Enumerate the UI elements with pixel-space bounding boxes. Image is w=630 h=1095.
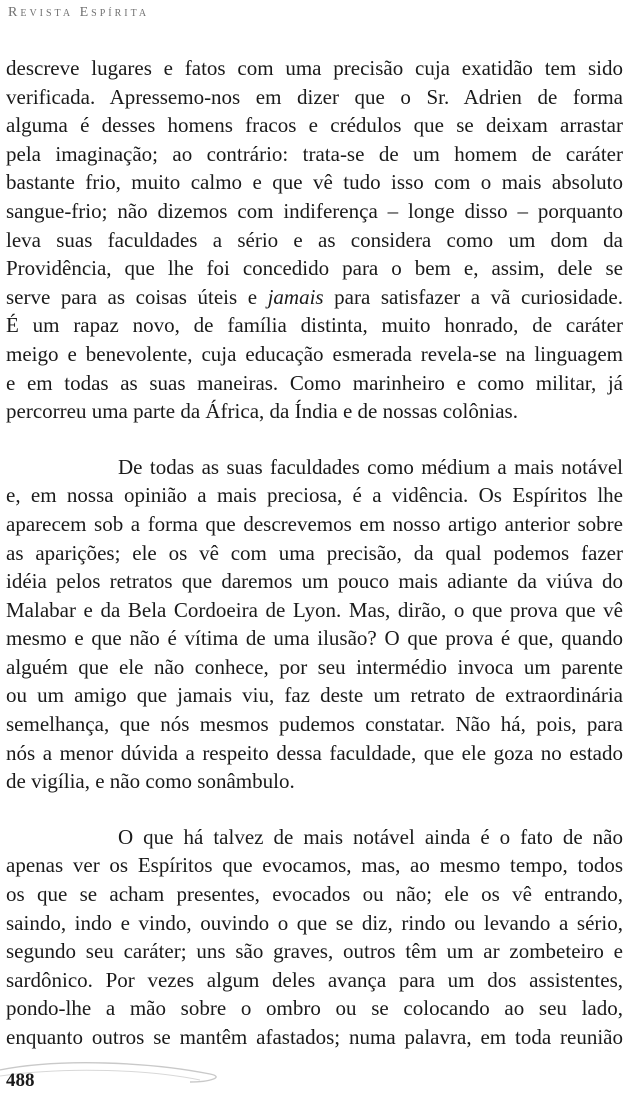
text-line: e em todas as suas maneiras. Como marinheiro e como militar, já <box>6 370 623 395</box>
text-line: percorreu uma parte da África, da Índia e de nossas colônias. <box>6 399 518 424</box>
page-corner-ornament <box>0 1052 260 1092</box>
text-line: meigo e benevolente, cuja educação esmerada revela-se na linguagem <box>6 341 623 366</box>
running-head-title: Revista Espírita <box>8 5 150 20</box>
text-line: Providência, que lhe foi concedido para o bem e, assim, dele se <box>6 256 623 281</box>
text-line: de vigília, e não como sonâmbulo. <box>6 769 295 794</box>
text-run: para satisfazer a vã curiosidade. <box>323 284 623 309</box>
text-line: sardônico. Por vezes algum deles avança para um dos assistentes, <box>6 967 623 992</box>
text-line: sangue-frio; não dizemos com indiferença – longe disso – porquanto <box>6 198 623 223</box>
paragraph <box>6 823 623 1052</box>
text-line: segundo seu caráter; uns são graves, outros têm um ar zombeteiro e <box>6 939 623 964</box>
text-line: idéia pelos retratos que daremos um pouco mais adiante da viúva do <box>6 569 623 594</box>
paragraph <box>6 453 623 796</box>
text-line: pondo-lhe a mão sobre o ombro ou se colocando ao seu lado, <box>6 996 623 1021</box>
text-line: apenas ver os Espíritos que evocamos, mas, ao mesmo tempo, todos <box>6 853 623 878</box>
text-line: Malabar e da Bela Cordoeira de Lyon. Mas, dirão, o que prova que vê <box>6 597 623 622</box>
text-line: enquanto outros se mantêm afastados; numa palavra, em toda reunião <box>6 1025 623 1049</box>
paragraph <box>6 54 623 426</box>
text-line: verificada. Apressemo-nos em dizer que o Sr. Adrien de forma <box>6 84 623 109</box>
text-line: semelhança, que nós mesmos pudemos constatar. Não há, pois, para <box>6 712 623 737</box>
text-line: alguém que ele não conhece, por seu intermédio invoca um parente <box>6 654 623 679</box>
text-line: É um rapaz novo, de família distinta, muito honrado, de caráter <box>6 313 623 338</box>
page-number: 488 <box>6 1070 35 1091</box>
text-line: aparecem sob a forma que descrevemos em nosso artigo anterior sobre <box>6 511 623 536</box>
text-line: O que há talvez de mais notável ainda é o fato de não <box>118 824 623 849</box>
text-line <box>6 283 623 312</box>
text-line: e, em nossa opinião a mais preciosa, é a vidência. Os Espíritos lhe <box>6 483 623 508</box>
text-line: pela imaginação; ao contrário: trata-se de um homem de caráter <box>6 141 623 166</box>
text-line: saindo, indo e vindo, ouvindo o que se diz, rindo ou levando a sério, <box>6 910 623 935</box>
page-body <box>6 54 623 1052</box>
text-line: ou um amigo que jamais viu, faz deste um retrato de extraordinária <box>6 683 623 708</box>
text-line: leva suas faculdades a sério e as considera como um dom da <box>6 227 623 252</box>
text-line: nós a menor dúvida a respeito dessa faculdade, que ele goza no estado <box>6 740 623 765</box>
text-run: serve para as coisas úteis e <box>6 284 268 309</box>
text-line: alguma é desses homens fracos e crédulos que se deixam arrastar <box>6 113 623 138</box>
text-line: os que se acham presentes, evocados ou não; ele os vê entrando, <box>6 882 623 907</box>
text-line: bastante frio, muito calmo e que vê tudo isso com o mais absoluto <box>6 170 623 195</box>
text-line: descreve lugares e fatos com uma precisão cuja exatidão tem sido <box>6 56 623 80</box>
text-line: mesmo e que não é vítima de uma ilusão? O que prova é que, quando <box>6 626 623 651</box>
emphasis-jamais: jamais <box>267 284 324 309</box>
text-line: as aparições; ele os vê com uma precisão, da qual podemos fazer <box>6 540 623 565</box>
text-line: De todas as suas faculdades como médium a mais notável <box>118 454 623 479</box>
